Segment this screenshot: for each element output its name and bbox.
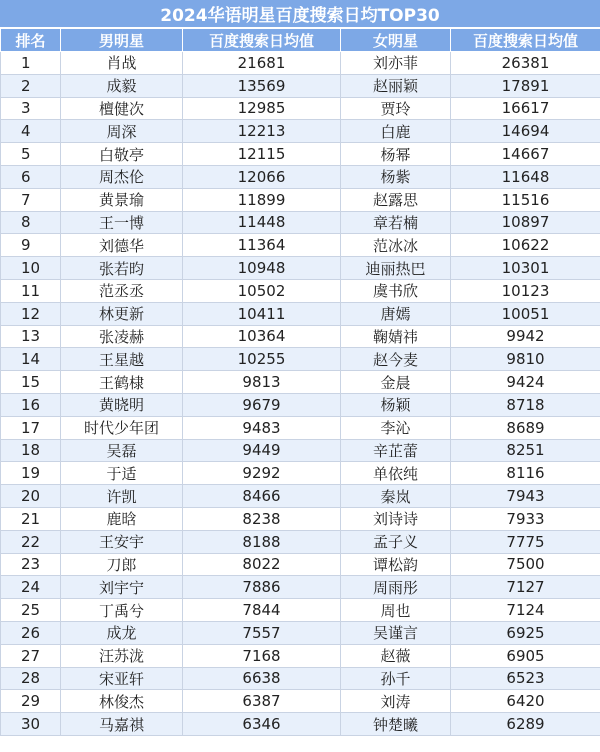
table-row <box>1 690 600 713</box>
header-row <box>1 29 600 52</box>
table-row <box>1 530 600 553</box>
male-value-cell: 7844 <box>183 599 341 622</box>
female-star-cell: 刘亦菲 <box>341 52 451 75</box>
table-row <box>1 52 600 75</box>
female-star-cell: 杨幂 <box>341 143 451 166</box>
female-star-cell: 鞠婧祎 <box>341 325 451 348</box>
table-row <box>1 302 600 325</box>
rank-cell: 1 <box>1 52 61 75</box>
male-star-cell: 宋亚轩 <box>61 667 183 690</box>
male-value-cell: 13569 <box>183 74 341 97</box>
female-star-cell: 赵今麦 <box>341 348 451 371</box>
male-value-cell: 10948 <box>183 257 341 280</box>
rank-cell: 12 <box>1 302 61 325</box>
female-star-cell: 周也 <box>341 599 451 622</box>
female-value-cell: 16617 <box>451 97 600 120</box>
female-star-cell: 白鹿 <box>341 120 451 143</box>
header-female-value: 百度搜索日均值 <box>451 29 600 52</box>
rank-cell: 4 <box>1 120 61 143</box>
male-star-cell: 黄景瑜 <box>61 188 183 211</box>
male-value-cell: 10364 <box>183 325 341 348</box>
female-star-cell: 赵丽颖 <box>341 74 451 97</box>
female-value-cell: 9942 <box>451 325 600 348</box>
table-row <box>1 97 600 120</box>
header-male-star: 男明星 <box>61 29 183 52</box>
rank-cell: 16 <box>1 393 61 416</box>
rank-cell: 3 <box>1 97 61 120</box>
female-value-cell: 11516 <box>451 188 600 211</box>
male-star-cell: 王星越 <box>61 348 183 371</box>
table-row <box>1 621 600 644</box>
female-value-cell: 6289 <box>451 713 600 736</box>
male-value-cell: 11448 <box>183 211 341 234</box>
male-star-cell: 刀郎 <box>61 553 183 576</box>
male-value-cell: 12115 <box>183 143 341 166</box>
rank-cell: 6 <box>1 165 61 188</box>
rank-cell: 23 <box>1 553 61 576</box>
rank-cell: 20 <box>1 485 61 508</box>
female-value-cell: 10051 <box>451 302 600 325</box>
male-value-cell: 12985 <box>183 97 341 120</box>
table-row <box>1 371 600 394</box>
female-star-cell: 吴谨言 <box>341 621 451 644</box>
male-star-cell: 林更新 <box>61 302 183 325</box>
female-star-cell: 刘涛 <box>341 690 451 713</box>
table-title: 2024华语明星百度搜索日均TOP30 <box>0 0 600 28</box>
male-value-cell: 12213 <box>183 120 341 143</box>
rank-cell: 25 <box>1 599 61 622</box>
table-body <box>1 52 600 736</box>
male-value-cell: 11364 <box>183 234 341 257</box>
rank-cell: 30 <box>1 713 61 736</box>
rank-cell: 21 <box>1 507 61 530</box>
table-row <box>1 667 600 690</box>
female-value-cell: 8116 <box>451 462 600 485</box>
female-star-cell: 虞书欣 <box>341 279 451 302</box>
male-star-cell: 成毅 <box>61 74 183 97</box>
male-star-cell: 丁禹兮 <box>61 599 183 622</box>
rank-cell: 24 <box>1 576 61 599</box>
male-value-cell: 8238 <box>183 507 341 530</box>
male-value-cell: 10502 <box>183 279 341 302</box>
female-star-cell: 赵薇 <box>341 644 451 667</box>
female-value-cell: 7775 <box>451 530 600 553</box>
rank-cell: 2 <box>1 74 61 97</box>
table-row <box>1 599 600 622</box>
female-star-cell: 孟子义 <box>341 530 451 553</box>
male-value-cell: 10255 <box>183 348 341 371</box>
male-value-cell: 9483 <box>183 416 341 439</box>
table-row <box>1 462 600 485</box>
male-star-cell: 周深 <box>61 120 183 143</box>
female-star-cell: 章若楠 <box>341 211 451 234</box>
table-row <box>1 507 600 530</box>
rank-cell: 10 <box>1 257 61 280</box>
table-row <box>1 713 600 736</box>
rank-cell: 9 <box>1 234 61 257</box>
male-value-cell: 8022 <box>183 553 341 576</box>
female-value-cell: 9424 <box>451 371 600 394</box>
female-value-cell: 10301 <box>451 257 600 280</box>
male-star-cell: 刘宇宁 <box>61 576 183 599</box>
female-star-cell: 杨紫 <box>341 165 451 188</box>
male-star-cell: 林俊杰 <box>61 690 183 713</box>
female-value-cell: 8689 <box>451 416 600 439</box>
male-value-cell: 8466 <box>183 485 341 508</box>
female-star-cell: 李沁 <box>341 416 451 439</box>
male-value-cell: 7886 <box>183 576 341 599</box>
male-star-cell: 于适 <box>61 462 183 485</box>
table-row <box>1 416 600 439</box>
female-value-cell: 26381 <box>451 52 600 75</box>
ranking-table <box>0 28 600 736</box>
rank-cell: 8 <box>1 211 61 234</box>
table-row <box>1 74 600 97</box>
rank-cell: 29 <box>1 690 61 713</box>
female-star-cell: 孙千 <box>341 667 451 690</box>
table-row <box>1 393 600 416</box>
female-value-cell: 8718 <box>451 393 600 416</box>
female-star-cell: 秦岚 <box>341 485 451 508</box>
table-row <box>1 165 600 188</box>
female-value-cell: 7933 <box>451 507 600 530</box>
female-value-cell: 7127 <box>451 576 600 599</box>
male-star-cell: 白敬亭 <box>61 143 183 166</box>
male-star-cell: 王安宇 <box>61 530 183 553</box>
male-star-cell: 许凯 <box>61 485 183 508</box>
female-value-cell: 8251 <box>451 439 600 462</box>
rank-cell: 19 <box>1 462 61 485</box>
female-value-cell: 7500 <box>451 553 600 576</box>
male-value-cell: 21681 <box>183 52 341 75</box>
male-star-cell: 檀健次 <box>61 97 183 120</box>
male-star-cell: 张若昀 <box>61 257 183 280</box>
header-male-value: 百度搜索日均值 <box>183 29 341 52</box>
table-row <box>1 325 600 348</box>
male-star-cell: 鹿晗 <box>61 507 183 530</box>
table-row <box>1 120 600 143</box>
header-rank: 排名 <box>1 29 61 52</box>
table-row <box>1 279 600 302</box>
rank-cell: 22 <box>1 530 61 553</box>
rank-cell: 28 <box>1 667 61 690</box>
female-star-cell: 辛芷蕾 <box>341 439 451 462</box>
male-value-cell: 9813 <box>183 371 341 394</box>
rank-cell: 17 <box>1 416 61 439</box>
rank-cell: 15 <box>1 371 61 394</box>
male-value-cell: 8188 <box>183 530 341 553</box>
female-value-cell: 9810 <box>451 348 600 371</box>
table-row <box>1 211 600 234</box>
header-female-star: 女明星 <box>341 29 451 52</box>
female-star-cell: 贾玲 <box>341 97 451 120</box>
male-value-cell: 10411 <box>183 302 341 325</box>
female-value-cell: 10622 <box>451 234 600 257</box>
female-value-cell: 6905 <box>451 644 600 667</box>
male-value-cell: 9292 <box>183 462 341 485</box>
male-star-cell: 汪苏泷 <box>61 644 183 667</box>
female-value-cell: 11648 <box>451 165 600 188</box>
male-value-cell: 9449 <box>183 439 341 462</box>
female-star-cell: 金晨 <box>341 371 451 394</box>
rank-cell: 14 <box>1 348 61 371</box>
female-value-cell: 14667 <box>451 143 600 166</box>
male-star-cell: 肖战 <box>61 52 183 75</box>
table-row <box>1 188 600 211</box>
male-value-cell: 11899 <box>183 188 341 211</box>
table-row <box>1 257 600 280</box>
female-star-cell: 周雨彤 <box>341 576 451 599</box>
female-star-cell: 钟楚曦 <box>341 713 451 736</box>
male-star-cell: 黄晓明 <box>61 393 183 416</box>
rank-cell: 26 <box>1 621 61 644</box>
male-value-cell: 6346 <box>183 713 341 736</box>
female-value-cell: 6523 <box>451 667 600 690</box>
table-row <box>1 439 600 462</box>
table-row <box>1 348 600 371</box>
male-star-cell: 刘德华 <box>61 234 183 257</box>
female-value-cell: 6925 <box>451 621 600 644</box>
female-value-cell: 7943 <box>451 485 600 508</box>
table-row <box>1 644 600 667</box>
male-star-cell: 马嘉祺 <box>61 713 183 736</box>
male-star-cell: 张凌赫 <box>61 325 183 348</box>
female-star-cell: 唐嫣 <box>341 302 451 325</box>
female-star-cell: 谭松韵 <box>341 553 451 576</box>
table-row <box>1 234 600 257</box>
male-value-cell: 7557 <box>183 621 341 644</box>
female-value-cell: 10123 <box>451 279 600 302</box>
male-value-cell: 6387 <box>183 690 341 713</box>
female-value-cell: 17891 <box>451 74 600 97</box>
rank-cell: 11 <box>1 279 61 302</box>
female-star-cell: 迪丽热巴 <box>341 257 451 280</box>
male-value-cell: 12066 <box>183 165 341 188</box>
female-star-cell: 范冰冰 <box>341 234 451 257</box>
male-star-cell: 成龙 <box>61 621 183 644</box>
rank-cell: 27 <box>1 644 61 667</box>
table-row <box>1 576 600 599</box>
table-row <box>1 553 600 576</box>
male-star-cell: 王一博 <box>61 211 183 234</box>
female-value-cell: 10897 <box>451 211 600 234</box>
rank-cell: 18 <box>1 439 61 462</box>
female-star-cell: 赵露思 <box>341 188 451 211</box>
rank-cell: 7 <box>1 188 61 211</box>
male-value-cell: 7168 <box>183 644 341 667</box>
female-value-cell: 7124 <box>451 599 600 622</box>
female-star-cell: 刘诗诗 <box>341 507 451 530</box>
male-star-cell: 吴磊 <box>61 439 183 462</box>
male-star-cell: 范丞丞 <box>61 279 183 302</box>
female-value-cell: 14694 <box>451 120 600 143</box>
rank-cell: 13 <box>1 325 61 348</box>
male-star-cell: 周杰伦 <box>61 165 183 188</box>
female-value-cell: 6420 <box>451 690 600 713</box>
male-value-cell: 9679 <box>183 393 341 416</box>
male-star-cell: 王鹤棣 <box>61 371 183 394</box>
male-star-cell: 时代少年团 <box>61 416 183 439</box>
rank-cell: 5 <box>1 143 61 166</box>
female-star-cell: 单依纯 <box>341 462 451 485</box>
table-row <box>1 485 600 508</box>
table-row <box>1 143 600 166</box>
female-star-cell: 杨颖 <box>341 393 451 416</box>
male-value-cell: 6638 <box>183 667 341 690</box>
